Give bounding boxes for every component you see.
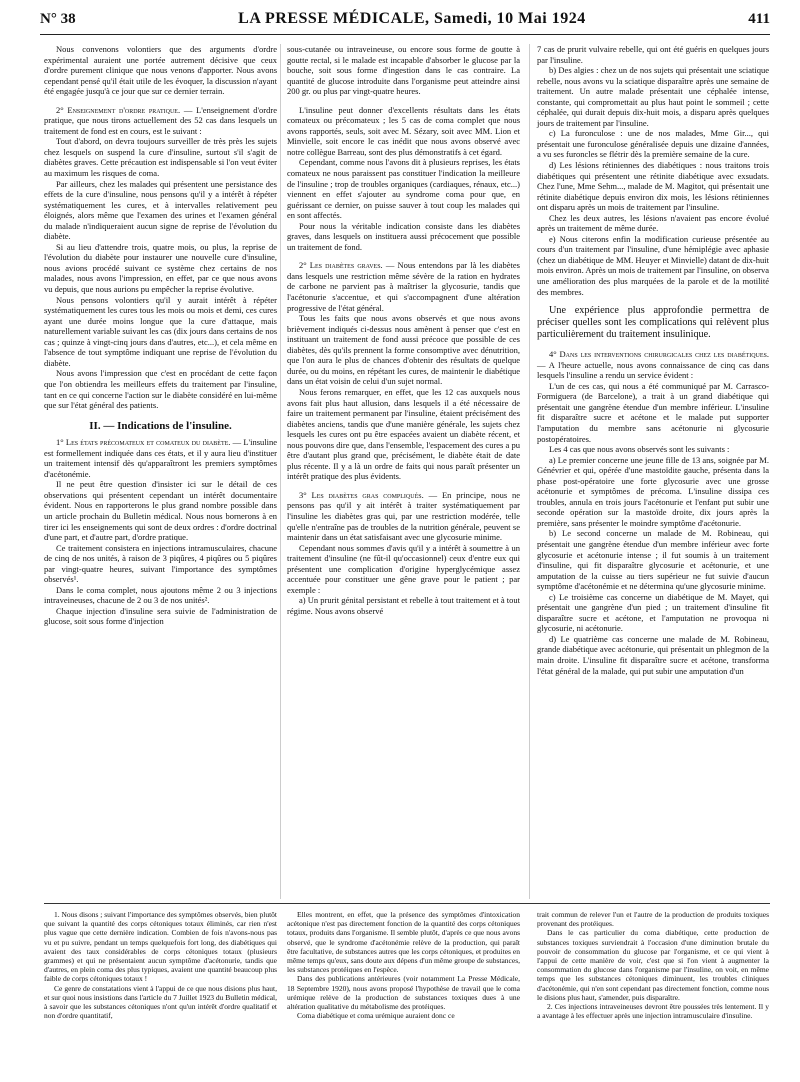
paragraph: L'un de ces cas, qui nous a été communiqué par M. Carrasco-Formiguera (de Barcelone), a trait à un grand diabétique qui présentait une gangrène étendue d'un membre inférieur. L'insuline fit disparaître sucre et acétone et le malade put supporter l'amputation du membre sans acétonurie ni glycosurie postopératoires.	[537, 380, 769, 444]
column-2	[287, 44, 520, 616]
subheading: 2° Les diabètes graves.	[299, 260, 383, 271]
paragraph: Chez les deux autres, les lésions n'avaient pas encore évolué après un traitement de même durée.	[537, 212, 769, 234]
paragraph: c) Le troisième cas concerne un diabétique de M. Mayet, qui présentait une gangrène d'un pied ; un traitement d'insuline fit disparaître sucre et acétone, et l'amputation ne provoqua ni glycosurie, ni acétonurie.	[537, 591, 769, 634]
paragraph: Nous avons l'impression que c'est en procédant de cette façon que l'on obtiendra les meilleurs effets du traitement par l'insuline, tant en ce qui concerne l'action sur le diabète considéré en lui-même que sur l'état général des patients.	[44, 368, 277, 411]
footnotes-column-1	[44, 910, 277, 1020]
footnote-rule	[44, 903, 770, 904]
paragraph: sous-cutanée ou intraveineuse, ou encore sous forme de goutte à goutte rectal, si le malade est incapable d'absorber le glucose par la bouche, soit sous forme d'ingestion dans le cas contraire. La quantité de glucose introduite dans l'organisme peut atteindre ainsi 200 gr. ou plus par vingt-quatre heures.	[287, 44, 520, 97]
footnote: Dans le cas particulier du coma diabétique, cette production de substances toxiques surviendrait à l'occasion d'une diminution brutale du pouvoir de consommation du glucose par l'organisme, et ce qui vient à l'appui de cette manière de voir, c'est que si l'on vient à augmenter la consommation du glucose dans l'organisme par l'insuline, on voit, en même temps que les substances cétoniques diminuent, les troubles cliniques d'acétonémie, qui n'en sont cependant pas directement fonction, comme nous le disions plus haut, s'amender, puis disparaître.	[537, 928, 769, 1002]
footnote: 2. Ces injections intraveineuses devront être poussées très lentement. Il y a avantage à les effectuer après une injection intramusculaire d'insuline.	[537, 1002, 769, 1021]
paragraph: Chaque injection d'insuline sera suivie de l'administration de glucose, soit sous forme d'injection	[44, 605, 277, 627]
footnote: Elles montrent, en effet, que la présence des symptômes d'intoxication acétonique n'est pas directement fonction de la quantité des corps cétoniques totaux, produits dans l'organisme. Il semble plutôt, d'après ce que nous avons observé, que le syndrome d'acétonémie relève de la production, qui paraît être facultative, de substances autres que les corps cétoniques, et produites en même temps qu'eux, sans doute aux dépens d'un même groupe de substances, les substances protéiques en l'espèce.	[287, 910, 520, 975]
paragraph: d) Le quatrième cas concerne une malade de M. Robineau, grande diabétique avec acétonurie, qui présentait un phlegmon de la main droite. L'insuline fit disparaître sucre et acétone, transforma l'état général de la malade, qui put subir une amputation d'un	[537, 633, 769, 676]
subheading: 1° Les états précomateux et comateux du diabète.	[56, 437, 231, 448]
page-number: 411	[748, 10, 770, 27]
paragraph: Nous pensons volontiers qu'il y aurait intérêt à répéter systématiquement les cures tous les mois ou mois et demi, ces cures ayant une durée moins longue que la cure d'attaque, mais naturellement variable suivant les cas (dix jours dans certains de nos cas ; quinze à vingt-cinq jours dans d'autres, etc...), et cela même en l'absence de tout symptôme indiquant une reprise de l'évolution du diabète.	[44, 294, 277, 368]
footnote: Ce genre de constatations vient à l'appui de ce que nous disions plus haut, et sur quoi nous insistions dans l'article du 7 Juillet 1923 du Bulletin médical, à savoir que les substances cétoniques n'ont qu'un intérêt d'ordre qualitatif et non d'ordre quantitatif,	[44, 983, 277, 1021]
paragraph: e) Nous citerons enfin la modification curieuse présentée au cours d'un traitement par l'insuline, d'une hémiplégie avec aphasie (chez un diabétique de MM. Heuyer et Minvielle) datant de dix-huit mois environ. Après un mois de traitement par l'insuline, on observa une amélioration des plus marquées de la parole et de la motilité des membres.	[537, 233, 769, 297]
footnote: 1. Nous disons ; suivant l'importance des symptômes observés, bien plutôt que suivant la quantité des corps cétoniques totaux éliminés, car rien n'est plus vague que cette dernière indication. Combien de fois n'avons-nous pas vu et pu suivre, pendant un temps quelquefois fort long, des diabétiques qui avaient des taux considérables de corps cétoniques totaux (plusieurs grammes) et qui ne présentaient aucun symptôme d'acétonurie, tandis que d'autres, en plein coma des plus typiques, avaient une quantité beaucoup plus faible de corps cétoniques totaux !	[44, 910, 277, 984]
paragraph: L'insuline peut donner d'excellents résultats dans les états comateux ou précomateux ; les 5 cas de coma complet que nous avons rapportés, seuls, soit avec M. Sézary, soit avec MM. Lion et Minvielle, soit encore le cas inédit que nous avons observé avec notre collègue Barreau, sont des plus démonstratifs à cet égard.	[287, 104, 520, 157]
paragraph: b) Le second concerne un malade de M. Robineau, qui présentait une gangrène étendue d'un membre inférieur avec forte glycosurie et acétonurie intense ; il fut soumis à un traitement d'insuline, qui fit disparaître glycosurie et acétonurie, et une amputation de la cuisse au tiers supérieur ne fut suivie d'aucun symptôme d'acétonémie et ne détermina qu'une glycosurie minime.	[537, 528, 769, 592]
column-1	[44, 44, 277, 627]
footnote: trait commun de relever l'un et l'autre de la production de produits toxiques provenant des protéiques.	[537, 910, 769, 929]
column-3	[537, 44, 769, 676]
paragraph: Ce traitement consistera en injections intramusculaires, chacune de cinq de nos unités, à raison de 3 piqûres, 4 piqûres ou 5 piqûres par vingt-quatre heures, suivant l'importance des symptômes observés¹.	[44, 542, 277, 585]
paragraph	[44, 437, 277, 479]
journal-title: LA PRESSE MÉDICALE, Samedi, 10 Mai 1924	[238, 10, 586, 27]
footnote: Coma diabétique et coma urémique auraient donc ce	[297, 1011, 455, 1021]
section-heading: II. — Indications de l'insuline.	[89, 419, 232, 432]
paragraph-text: — En principe, nous ne pensons pas qu'il y ait intérêt à traiter systématiquement par l'insuline les diabètes gras qui, par une restriction modérée, telle qu'elle n'entraîne pas de troubles de la nutrition générale, peuvent se maintenir dans un état satisfaisant avec une glycosurie minime.	[287, 489, 521, 543]
paragraph	[287, 260, 520, 313]
issue-number: N° 38	[40, 10, 76, 27]
column-divider	[529, 44, 530, 899]
paragraph: d) Les lésions rétiniennes des diabétiques : nous traitons trois diabétiques qui présentent une rétinite diabétique avec exsudats. Chez l'une, Mme Sehm..., malade de M. Magitot, qui présentait une rétinite diabétique depuis environ dix mois, les lésions rétiniennes ont disparu après un mois de traitement par l'insuline.	[537, 160, 769, 213]
paragraph: b) Des algies : chez un de nos sujets qui présentait une sciatique rebelle, nous avons vu la sciatique disparaître après une semaine de traitement. Un autre malade présentait une céphalée intense, constante, qui compromettait au plus haut point le sommeil ; cette céphalée, qui durait depuis dix-huit mois, a disparu après quelques jours de traitement par l'insuline.	[537, 65, 769, 128]
paragraph: Tous les faits que nous avons observés et que nous avons brièvement indiqués ci-dessus nous amènent à penser que c'est en instituant un traitement de fond aussi précoce que possible de ces diabètes, dès qu'ils prennent la forme consomptive avec dénutrition, que l'on aura le plus de chances d'obtenir des résultats de quelque durée, ou du moins, en répétant les cures, de maintenir le diabétique dans un état voisin de celui d'un sujet normal.	[287, 313, 520, 387]
paragraph-text: — Nous entendons par là les diabètes dans lesquels une restriction même sévère de la ration en hydrates de carbone ne parvient pas à maîtriser la glycosurie, tandis que l'acétonurie s'accentue, et qui s'accompagnent d'une altération progressive de l'état général.	[287, 260, 520, 313]
paragraph: Par ailleurs, chez les malades qui présentent une persistance des effets de la cure d'insuline, nous pensons qu'il y a intérêt à répéter systématiquement les cures, et à intervalles relativement peu éloignés, alors même que l'examen des urines et l'examen général du malade n'indiqueraient aucun signe de reprise de l'évolution du diabète.	[44, 178, 277, 242]
paragraph: Si au lieu d'attendre trois, quatre mois, ou plus, la reprise de l'évolution du diabète pour instaurer une nouvelle cure d'insuline, nous avions procédé suivant ce système chez certains de nos malades, nous avons l'impression, en effet, par ce que nous avons vu depuis, que nous aurions pu empêcher la reprise évolutive.	[44, 241, 277, 295]
paragraph-text: — L'enseignement d'ordre pratique, que nous tirons actuellement des 52 cas dans lesquels un traitement de fond est en cours, est le suivant :	[44, 104, 277, 136]
paragraph	[44, 105, 277, 137]
footnote: Dans des publications antérieures (voir notamment La Presse Médicale, 18 Septembre 1920), nous avons proposé l'hypothèse de travail que le coma urémique relève de la production de substances toxiques dues à une altération qualitative du métabolisme des protéiques.	[287, 974, 520, 1012]
paragraph: Nous convenons volontiers que des arguments d'ordre expérimental auraient une portée autrement décisive que ceux d'ordre purement clinique que nous venons d'apporter. Nous avons cependant pensé qu'il était utile de les évoquer, la discussion n'ayant été engagée jusqu'à ce jour que sur ce dernier terrain.	[44, 44, 277, 97]
paragraph: Dans le coma complet, nous ajoutons même 2 ou 3 injections intraveineuses, chacune de 2 ou 3 de nos unités².	[44, 584, 277, 606]
paragraph	[537, 349, 769, 381]
paragraph: Une expérience plus approfondie permettra de préciser quelles sont les complications qui relèvent plus particulièrement du traitement insulinique.	[537, 305, 769, 341]
paragraph: c) La furonculose : une de nos malades, Mme Gir..., qui présentait une furonculose généralisée depuis une dizaine d'années, a vu ses furoncles se flétrir dès la première semaine de la cure.	[537, 128, 769, 160]
paragraph: Nous ferons remarquer, en effet, que les 12 cas auxquels nous avons fait plus haut allusion, dans lesquels il a été nécessaire de faire un traitement permanent par l'insuline, étaient précisément des diabètes anciens, tandis que d'une manière générale, les sujets chez lesquels les cures ont pu être espacées avaient un diabète récent, et nous pouvons dire que, dans l'ensemble, l'espacement des cures a pu être d'autant plus grand que, précisément, le diabète était de date plus récente. Il y a là un ordre de faits qui nous paraît présenter un intérêt pratique des plus évidents.	[287, 386, 520, 482]
paragraph: 7 cas de prurit vulvaire rebelle, qui ont été guéris en quelques jours par l'insuline.	[537, 44, 769, 65]
paragraph-text: — A l'heure actuelle, nous avons connaissance de cinq cas dans lesquels l'insuline a rendu un service évident :	[537, 359, 769, 381]
footnotes-column-3	[537, 910, 769, 1020]
paragraph: Il ne peut être question d'insister ici sur le détail de ces observations qui présentent cependant un intérêt documentaire évident. Nous en rapporterons le plus grand nombre possible dans un article prochain du Bulletin médical. Nous nous bornerons à en tirer ici les enseignements qui sont de deux ordres : d'ordre doctrinal d'une part, et d'autre part, d'ordre pratique.	[44, 479, 277, 543]
paragraph: Tout d'abord, on devra toujours surveiller de très près les sujets chez lesquels on suspend la cure d'insuline, surtout s'il s'agit de diabètes graves. Cette précaution est indispensable si l'on veut éviter au maximum les risques de coma.	[44, 136, 277, 179]
paragraph-text: — L'insuline est formellement indiquée dans ces états, et il y aura lieu d'instituer un traitement intensif dès qu'apparaîtront les premiers symptômes d'acétonémie.	[44, 437, 277, 479]
paragraph: a) Un prurit génital persistant et rebelle à tout traitement et à tout régime. Nous avons observé	[287, 595, 520, 616]
paragraph: Pour nous la véritable indication consiste dans les diabètes graves, dans lesquels on instituera aussi précocement que possible un traitement de fond.	[287, 220, 520, 252]
subheading: 2° Enseignement d'ordre pratique.	[56, 104, 181, 115]
paragraph	[287, 490, 520, 543]
paragraph: Les 4 cas que nous avons observés sont les suivants :	[549, 444, 730, 455]
footnotes-column-2	[287, 910, 520, 1020]
paragraph: Cependant nous sommes d'avis qu'il y a intérêt à soumettre à un traitement d'insuline (ne fût-il qu'occasionnel) ceux d'entre eux qui présentent une complication d'origine hyperglycémique assez accentuée pour constituer une gêne grave pour le patient ; par exemple :	[287, 542, 520, 595]
subheading: 4° Dans les interventions chirurgicales chez les diabétiques.	[549, 349, 769, 360]
paragraph: a) Le premier concerne une jeune fille de 13 ans, soignée par M. Génévrier et qui, opérée d'une mastoïdite gauche, présenta dans la phase post-opératoire une forte glycosurie avec une grosse acétonurie et symptômes de précoma. L'insuline dissipa ces troubles, annula en trois jours l'acétonurie et l'enfant put subir une seconde opération sur la mastoïde droite, dix jours après la première, sans présenter le moindre symptôme d'acétonurie.	[537, 454, 769, 528]
paragraph: Cependant, comme nous l'avons dit à plusieurs reprises, les états comateux ne nous paraissent pas constituer l'indication la meilleure de l'insuline ; trop de troubles organiques (cardiaques, rénaux, etc...) viennent en effet s'ajouter au syndrome coma pour que, en guérissant ce dernier, on puisse sauver à tout coup les malades qui en sont affectés.	[287, 157, 520, 221]
column-divider	[280, 44, 281, 899]
page-header	[40, 4, 770, 35]
subheading: 3° Les diabètes gras compliqués.	[299, 489, 424, 500]
